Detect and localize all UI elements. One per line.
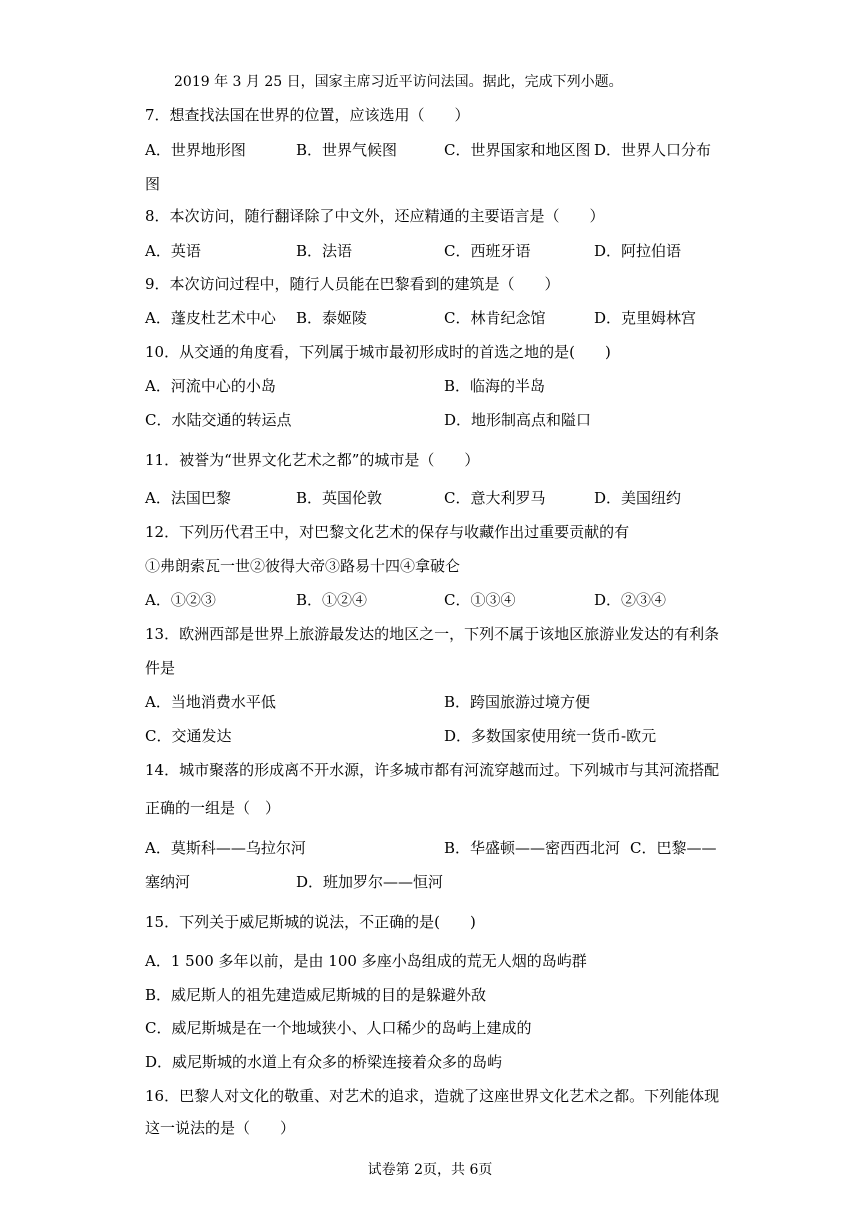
q15-option-b: B．威尼斯人的祖先建造威尼斯城的目的是躲避外敌	[145, 986, 487, 1004]
q7-option-b: B．世界气候图	[296, 141, 398, 159]
q10-option-d: D．地形制高点和隘口	[444, 411, 592, 429]
q15-option-a: A．1 500 多年以前，是由 100 多座小岛组成的荒无人烟的岛屿群	[145, 952, 587, 970]
question-10-stem: 10．从交通的角度看，下列属于城市最初形成时的首选之地的是( )	[145, 343, 611, 361]
q9-option-b: B．泰姬陵	[296, 309, 368, 327]
q14-option-d: D．班加罗尔——恒河	[296, 873, 444, 891]
q10-option-b: B．临海的半岛	[444, 377, 546, 395]
question-16-stem: 16．巴黎人对文化的敬重、对艺术的追求，造就了这座世界文化艺术之都。下列能体现	[145, 1087, 720, 1105]
page-footer: 试卷第 2页，共 6页	[367, 1162, 493, 1178]
question-15-stem: 15．下列关于威尼斯城的说法，不正确的是( )	[145, 913, 476, 931]
question-13-stem: 13．欧洲西部是世界上旅游最发达的地区之一，下列不属于该地区旅游业发达的有利条	[145, 625, 720, 643]
q12-option-c: C．①③④	[444, 591, 516, 609]
q14-option-c-wrap: 塞纳河	[145, 873, 191, 891]
q8-option-c: C．西班牙语	[444, 242, 531, 260]
q8-option-b: B．法语	[296, 242, 353, 260]
q9-option-d: D．克里姆林宫	[594, 309, 697, 327]
question-12-stem: 12．下列历代君王中，对巴黎文化艺术的保存与收藏作出过重要贡献的有	[145, 523, 630, 541]
q15-option-d: D．威尼斯城的水道上有众多的桥梁连接着众多的岛屿	[145, 1053, 503, 1071]
intro-text: 2019 年 3 月 25 日，国家主席习近平访问法国。据此，完成下列小题。	[174, 74, 623, 90]
q9-option-c: C．林肯纪念馆	[444, 309, 546, 327]
q8-option-a: A．英语	[145, 242, 201, 260]
q9-option-a: A．蓬皮杜艺术中心	[145, 309, 276, 327]
question-12-items: ①弗朗索瓦一世②彼得大帝③路易十四④拿破仑	[145, 557, 461, 575]
q12-option-d: D．②③④	[594, 591, 667, 609]
q11-option-c: C．意大利罗马	[444, 489, 546, 507]
q12-option-b: B．①②④	[296, 591, 368, 609]
question-8-stem: 8．本次访问，随行翻译除了中文外，还应精通的主要语言是（ ）	[145, 207, 605, 225]
q14-option-b: B．华盛顿——密西西北河	[444, 839, 621, 857]
q13-option-b: B．跨国旅游过境方便	[444, 693, 591, 711]
question-7-stem: 7．想查找法国在世界的位置，应该选用（ ）	[145, 106, 470, 124]
q11-option-d: D．美国纽约	[594, 489, 682, 507]
q11-option-a: A．法国巴黎	[145, 489, 231, 507]
q13-option-a: A．当地消费水平低	[145, 693, 276, 711]
question-13-stem-cont: 件是	[145, 659, 176, 677]
q7-option-d: D．世界人口分布	[594, 141, 712, 159]
question-14-stem: 14．城市聚落的形成离不开水源，许多城市都有河流穿越而过。下列城市与其河流搭配	[145, 761, 720, 779]
q10-option-a: A．河流中心的小岛	[145, 377, 276, 395]
q10-option-c: C．水陆交通的转运点	[145, 411, 292, 429]
q8-option-d: D．阿拉伯语	[594, 242, 682, 260]
q7-option-c: C．世界国家和地区图	[444, 141, 591, 159]
q7-option-a: A．世界地形图	[145, 141, 246, 159]
q11-option-b: B．英国伦敦	[296, 489, 383, 507]
question-11-stem: 11．被誉为“世界文化艺术之都”的城市是（ ）	[145, 451, 480, 469]
q13-option-d: D．多数国家使用统一货币-欧元	[444, 727, 657, 745]
q13-option-c: C．交通发达	[145, 727, 232, 745]
q14-option-a: A．莫斯科——乌拉尔河	[145, 839, 306, 857]
q7-option-d-wrap: 图	[145, 175, 161, 193]
q15-option-c: C．威尼斯城是在一个地域狭小、人口稀少的岛屿上建成的	[145, 1019, 532, 1037]
q12-option-a: A．①②③	[145, 591, 216, 609]
question-14-stem-cont: 正确的一组是（ ）	[145, 799, 281, 817]
question-9-stem: 9．本次访问过程中，随行人员能在巴黎看到的建筑是（ ）	[145, 275, 560, 293]
question-16-stem-cont: 这一说法的是（ ）	[145, 1119, 296, 1137]
q14-option-c: C．巴黎——	[630, 839, 717, 857]
